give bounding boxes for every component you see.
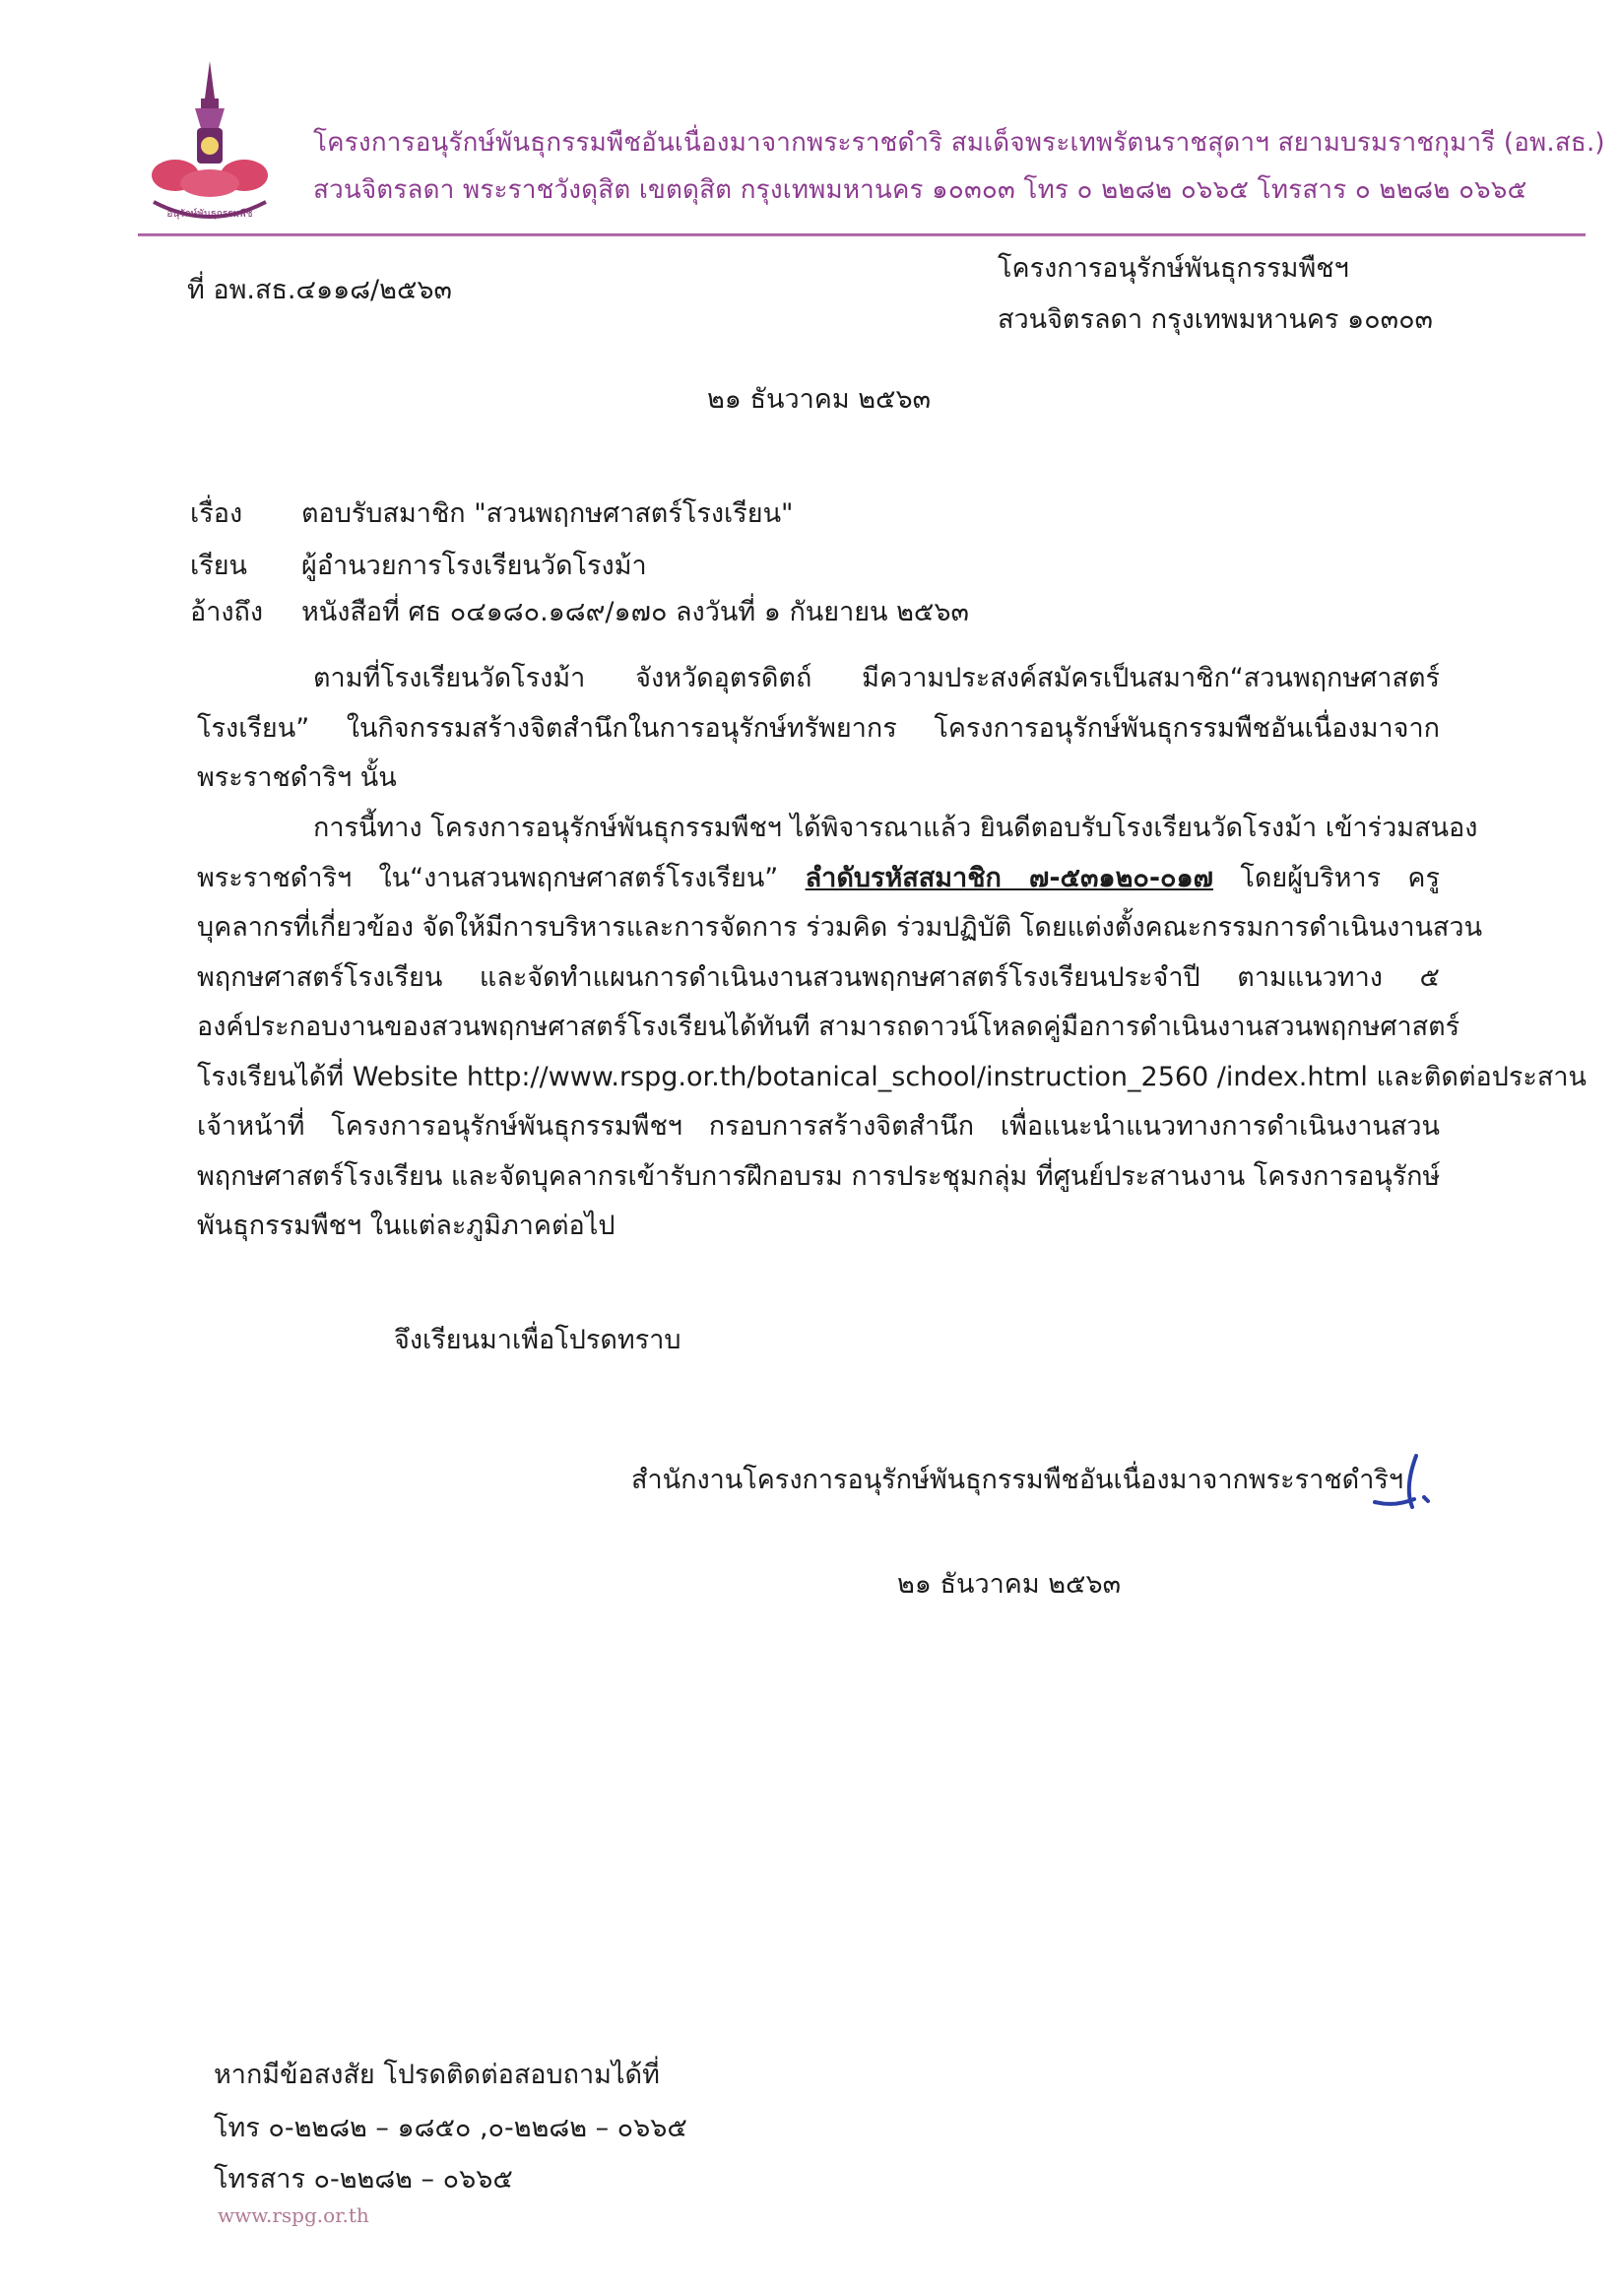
sender-address: สวนจิตรลดา กรุงเทพมหานคร ๑๐๓๐๓ [998, 304, 1434, 335]
contact-fax: โทรสาร ๐-๒๒๘๒ – ๐๖๖๕ [214, 2164, 513, 2195]
body-line: การนี้ทาง โครงการอนุรักษ์พันธุกรรมพืชฯ ได้พิจารณาแล้ว ยินดีตอบรับโรงเรียนวัดโรงม้า เข้าร่วมสนอง [313, 813, 1478, 843]
body-line: องค์ประกอบงานของสวนพฤกษศาสตร์โรงเรียนได้ทันที สามารถดาวน์โหลดคู่มือการดำเนินงานสวนพฤกษศาสตร์ [197, 1012, 1460, 1042]
org-name-line: โครงการอนุรักษ์พันธุกรรมพืชอันเนื่องมาจากพระราชดำริ สมเด็จพระเทพรัตนราชสุดาฯ สยามบรมราชกุมารี (อพ.สธ.) [313, 128, 1605, 158]
contact-phone: โทร ๐-๒๒๘๒ – ๑๘๕๐ ,๐-๒๒๘๒ – ๐๖๖๕ [214, 2113, 687, 2143]
body-line [197, 854, 1440, 904]
body-line: โรงเรียนได้ที่ Website http://www.rspg.or.th/botanical_school/instruction_2560 /index.html และติดต่อประสาน [197, 1061, 1587, 1092]
body-paragraph-1 [197, 654, 1440, 804]
body-line: พระราชดำริฯ นั้น [197, 762, 397, 793]
subject-label: เรื่อง [190, 498, 243, 529]
body-line: พฤกษศาสตร์โรงเรียน และจัดบุคลากรเข้ารับการฝึกอบรม การประชุมกลุ่ม ที่ศูนย์ประสานงาน โครงการอนุรักษ์ [197, 1160, 1441, 1192]
body-line-start: พระราชดำริฯ ใน“งานสวนพฤกษศาสตร์โรงเรียน” [197, 862, 779, 893]
subject-text: ตอบรับสมาชิก "สวนพฤกษศาสตร์โรงเรียน" [301, 498, 794, 529]
reference-number: ที่ อพ.สธ.๔๑๑๘/๒๕๖๓ [187, 275, 452, 305]
body-line: ตามที่โรงเรียนวัดโรงม้า จังหวัดอุตรดิตถ์ มีความประสงค์สมัครเป็นสมาชิก“สวนพฤกษศาสตร์ [313, 663, 1440, 693]
body-line: โรงเรียน” ในกิจกรรมสร้างจิตสำนึกในการอนุรักษ์ทรัพยากร โครงการอนุรักษ์พันธุกรรมพืชอันเนื่องมาจาก [197, 712, 1440, 744]
royal-crest-icon [146, 59, 274, 227]
body-line: พันธุกรรมพืชฯ ในแต่ละภูมิภาคต่อไป [197, 1211, 616, 1241]
office-name: สำนักงานโครงการอนุรักษ์พันธุกรรมพืชอันเนื่องมาจากพระราชดำริฯ [631, 1465, 1404, 1495]
body-line-end: โดยผู้บริหาร ครู [1240, 862, 1440, 893]
recipient-text: ผู้อำนวยการโรงเรียนวัดโรงม้า [301, 551, 647, 581]
website-link[interactable]: www.rspg.or.th [218, 2203, 369, 2227]
contact-intro: หากมีข้อสงสัย โปรดติดต่อสอบถามได้ที่ [214, 2060, 660, 2090]
reference-text: หนังสือที่ ศธ ๐๔๑๘๐.๑๘๙/๑๗๐ ลงวันที่ ๑ กันยายน ๒๕๖๓ [301, 597, 969, 627]
body-line: พฤกษศาสตร์โรงเรียน และจัดทำแผนการดำเนินงานสวนพฤกษศาสตร์โรงเรียนประจำปี ตามแนวทาง ๕ [197, 961, 1440, 993]
org-address-line: สวนจิตรลดา พระราชวังดุสิต เขตดุสิต กรุงเทพมหานคร ๑๐๓๐๓ โทร ๐ ๒๒๘๒ ๐๖๖๕ โทรสาร ๐ ๒๒๘๒ ๐๖๖๕ [313, 175, 1527, 205]
member-code: ลำดับรหัสสมาชิก ๗-๕๓๑๒๐-๐๑๗ [805, 862, 1213, 893]
recipient-label: เรียน [190, 551, 248, 581]
sender-name: โครงการอนุรักษ์พันธุกรรมพืชฯ [998, 253, 1349, 284]
letter-date: ๒๑ ธันวาคม ๒๕๖๓ [707, 384, 932, 415]
body-paragraph-2 [197, 804, 1587, 1252]
body-line: เจ้าหน้าที่ โครงการอนุรักษ์พันธุกรรมพืชฯ กรอบการสร้างจิตสำนึก เพื่อแนะนำแนวทางการดำเนินงานสวน [197, 1111, 1440, 1142]
logo-text: อนุรักษ์พันธุกรรมพืช [166, 209, 253, 220]
reference-label: อ้างถึง [190, 597, 264, 627]
closing-text: จึงเรียนมาเพื่อโปรดทราบ [394, 1325, 681, 1355]
signature-date: ๒๑ ธันวาคม ๒๕๖๓ [897, 1569, 1122, 1600]
signature-mark [1365, 1448, 1444, 1522]
body-line: บุคลากรที่เกี่ยวข้อง จัดให้มีการบริหารและการจัดการ ร่วมคิด ร่วมปฏิบัติ โดยแต่งตั้งคณะกรรมการดำเนินงานสวน [197, 912, 1483, 943]
header-divider [138, 233, 1586, 236]
